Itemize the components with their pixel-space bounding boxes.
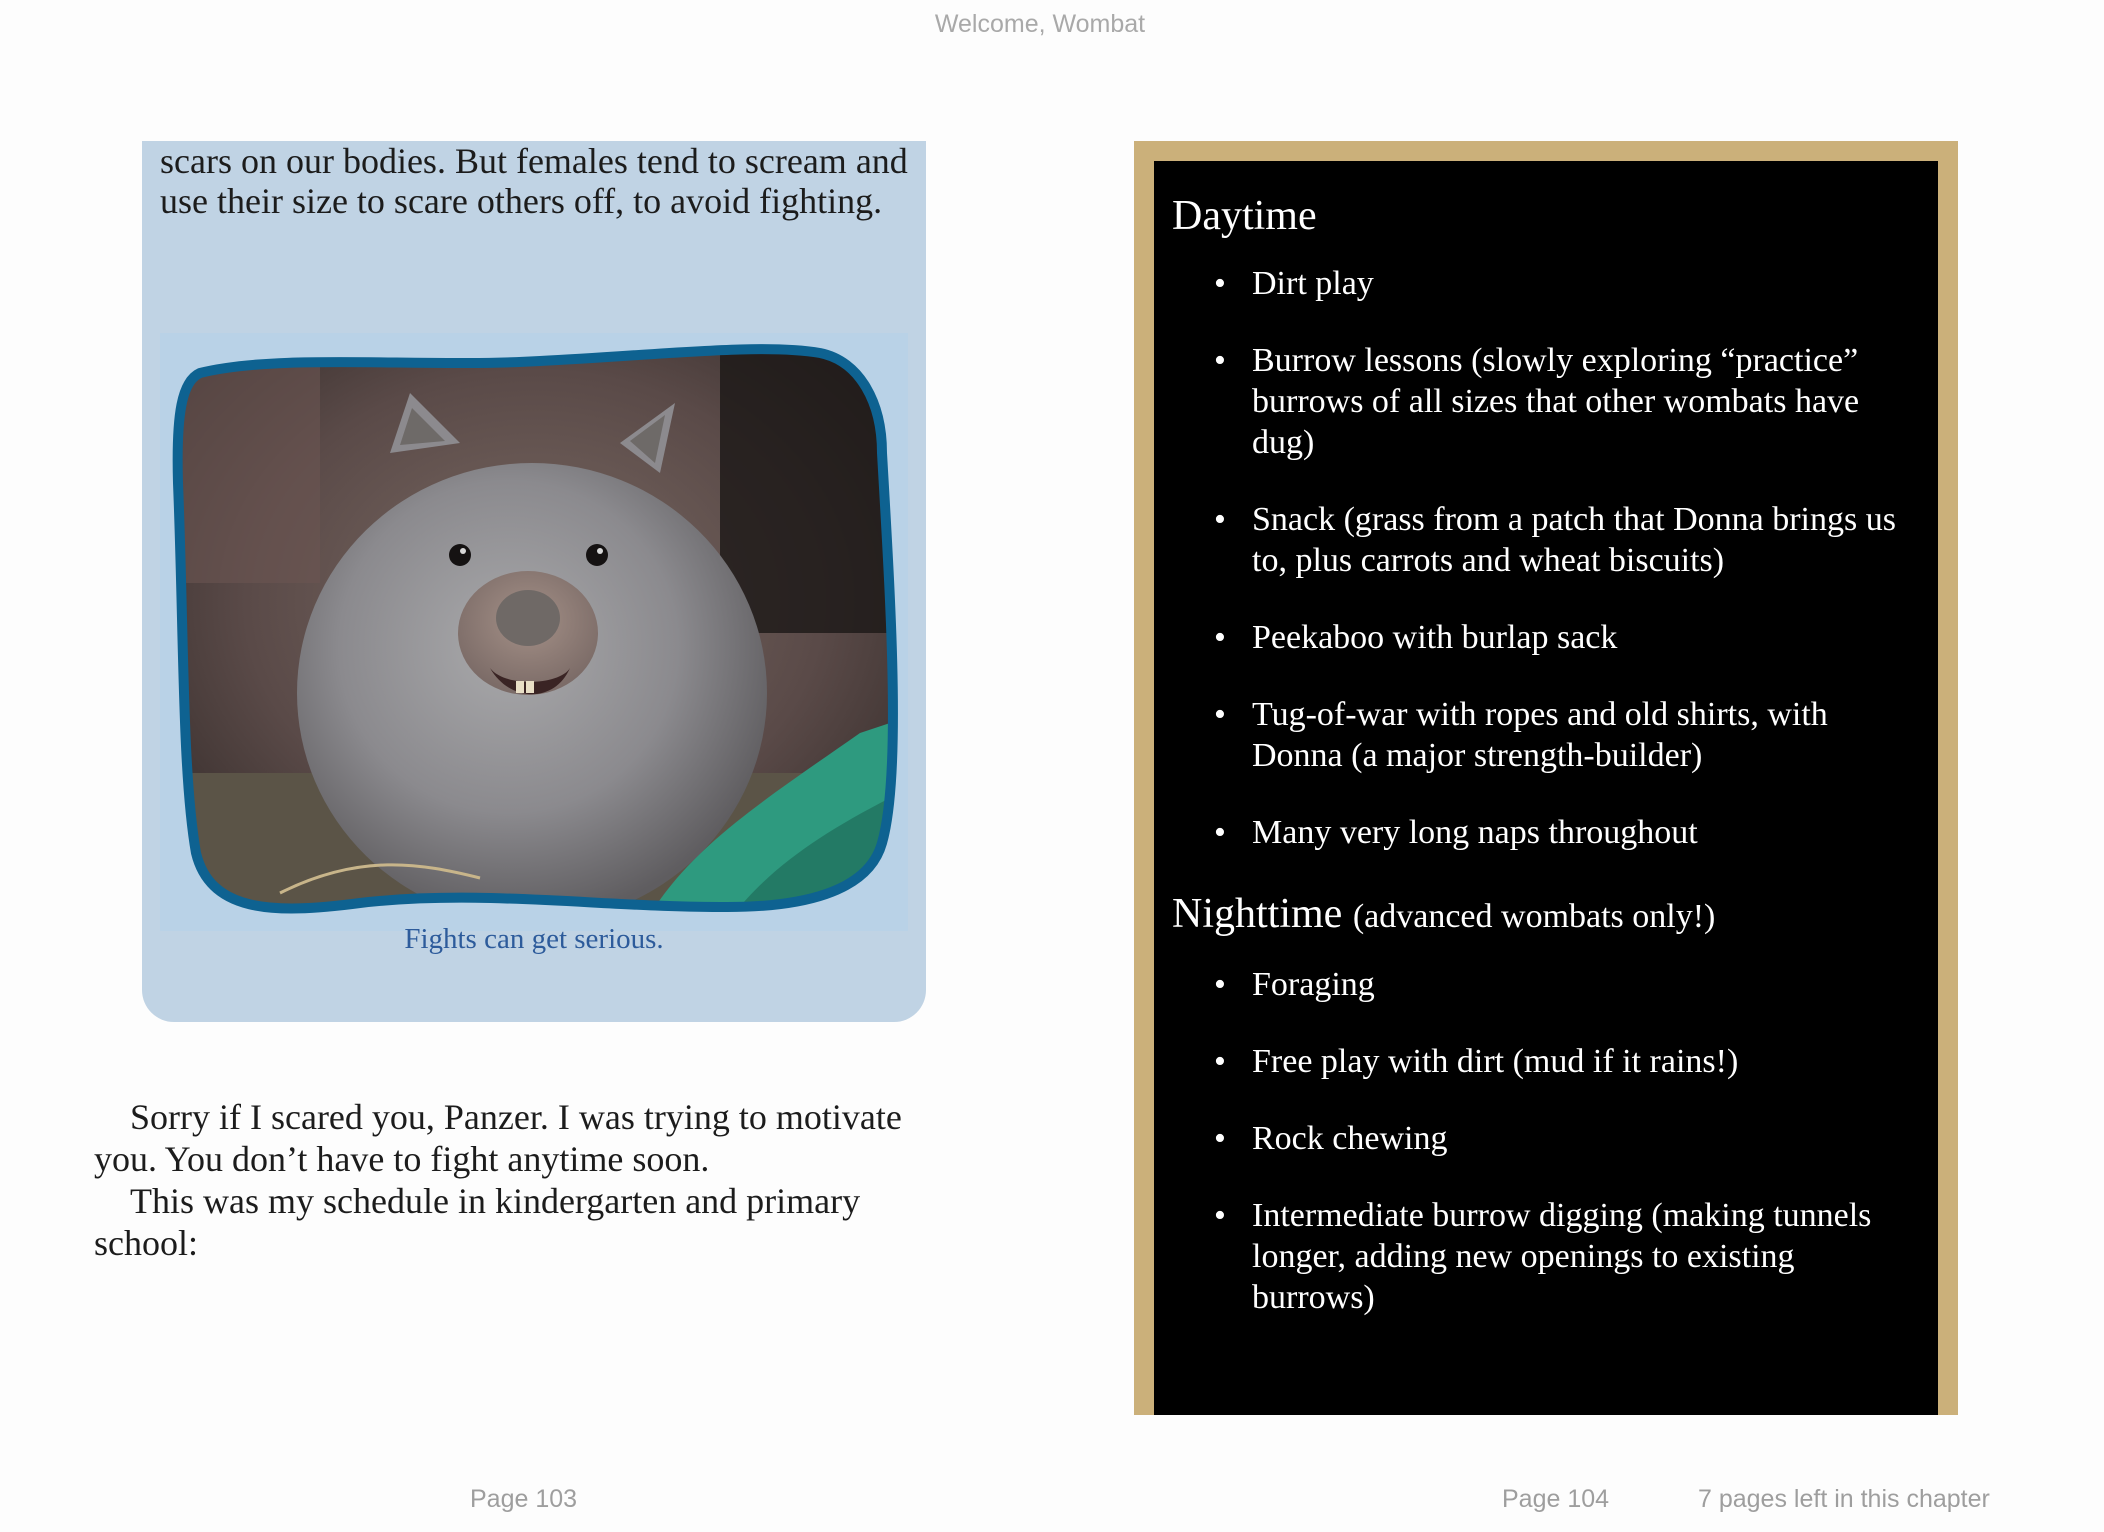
wombat-photo[interactable] bbox=[160, 333, 908, 931]
list-item bbox=[1172, 263, 1918, 304]
bullet-icon: • bbox=[1214, 501, 1226, 538]
schedule-sidebar bbox=[1134, 141, 1958, 1415]
list-item bbox=[1172, 1041, 1918, 1082]
wombat-illustration bbox=[160, 333, 908, 931]
list-item bbox=[1172, 694, 1918, 776]
page-number-right: Page 104 bbox=[1502, 1485, 1610, 1513]
list-item-text: Snack (grass from a patch that Donna brings us to, plus carrots and wheat biscuits) bbox=[1252, 501, 1896, 579]
list-item-text: Tug-of-war with ropes and old shirts, with Donna (a major strength-builder) bbox=[1252, 696, 1828, 774]
list-item-text: Free play with dirt (mud if it rains!) bbox=[1252, 1043, 1739, 1080]
bullet-icon: • bbox=[1214, 342, 1226, 379]
daytime-heading: Daytime bbox=[1172, 193, 1317, 239]
list-item bbox=[1172, 340, 1918, 463]
photo-caption: Fights can get serious. bbox=[404, 923, 664, 955]
list-item bbox=[1172, 499, 1918, 581]
list-item-text: Foraging bbox=[1252, 966, 1375, 1003]
list-item bbox=[1172, 1118, 1918, 1159]
body-text bbox=[94, 1096, 934, 1264]
bullet-icon: • bbox=[1214, 619, 1226, 656]
sidebar-text: scars on our bodies. But females tend to scream and use their size to scare others off, to avoid fighting. bbox=[160, 141, 908, 221]
nighttime-list bbox=[1172, 964, 1918, 1318]
list-item-text: Dirt play bbox=[1252, 265, 1374, 302]
nighttime-title: Nighttime bbox=[1172, 891, 1343, 937]
list-item bbox=[1172, 964, 1918, 1005]
schedule-panel bbox=[1154, 161, 1938, 1415]
bullet-icon: • bbox=[1214, 814, 1226, 851]
list-item-text: Peekaboo with burlap sack bbox=[1252, 619, 1618, 656]
list-item-text: Rock chewing bbox=[1252, 1120, 1448, 1157]
paragraph: Sorry if I scared you, Panzer. I was trying to motivate you. You don’t have to fight anytime soon. bbox=[94, 1097, 902, 1179]
list-item-text: Burrow lessons (slowly exploring “practice” burrows of all sizes that other wombats have dug) bbox=[1252, 342, 1860, 461]
list-item-text: Intermediate burrow digging (making tunnels longer, adding new openings to existing burrows) bbox=[1252, 1197, 1872, 1316]
sidebar-box bbox=[142, 141, 926, 1022]
nighttime-subtitle: (advanced wombats only!) bbox=[1352, 898, 1716, 935]
page-number-left: Page 103 bbox=[470, 1485, 578, 1513]
bullet-icon: • bbox=[1214, 1197, 1226, 1234]
bullet-icon: • bbox=[1214, 1043, 1226, 1080]
bullet-icon: • bbox=[1214, 265, 1226, 302]
bullet-icon: • bbox=[1214, 696, 1226, 733]
bullet-icon: • bbox=[1214, 1120, 1226, 1157]
nighttime-heading bbox=[1172, 889, 1918, 942]
paragraph: This was my schedule in kindergarten and primary school: bbox=[94, 1181, 861, 1263]
list-item-text: Many very long naps throughout bbox=[1252, 814, 1698, 851]
window-title: Welcome, Wombat bbox=[934, 10, 1146, 38]
daytime-list bbox=[1172, 263, 1918, 853]
list-item bbox=[1172, 1195, 1918, 1318]
bullet-icon: • bbox=[1214, 966, 1226, 1003]
chapter-status: 7 pages left in this chapter bbox=[1698, 1485, 1990, 1513]
list-item bbox=[1172, 617, 1918, 658]
list-item bbox=[1172, 812, 1918, 853]
